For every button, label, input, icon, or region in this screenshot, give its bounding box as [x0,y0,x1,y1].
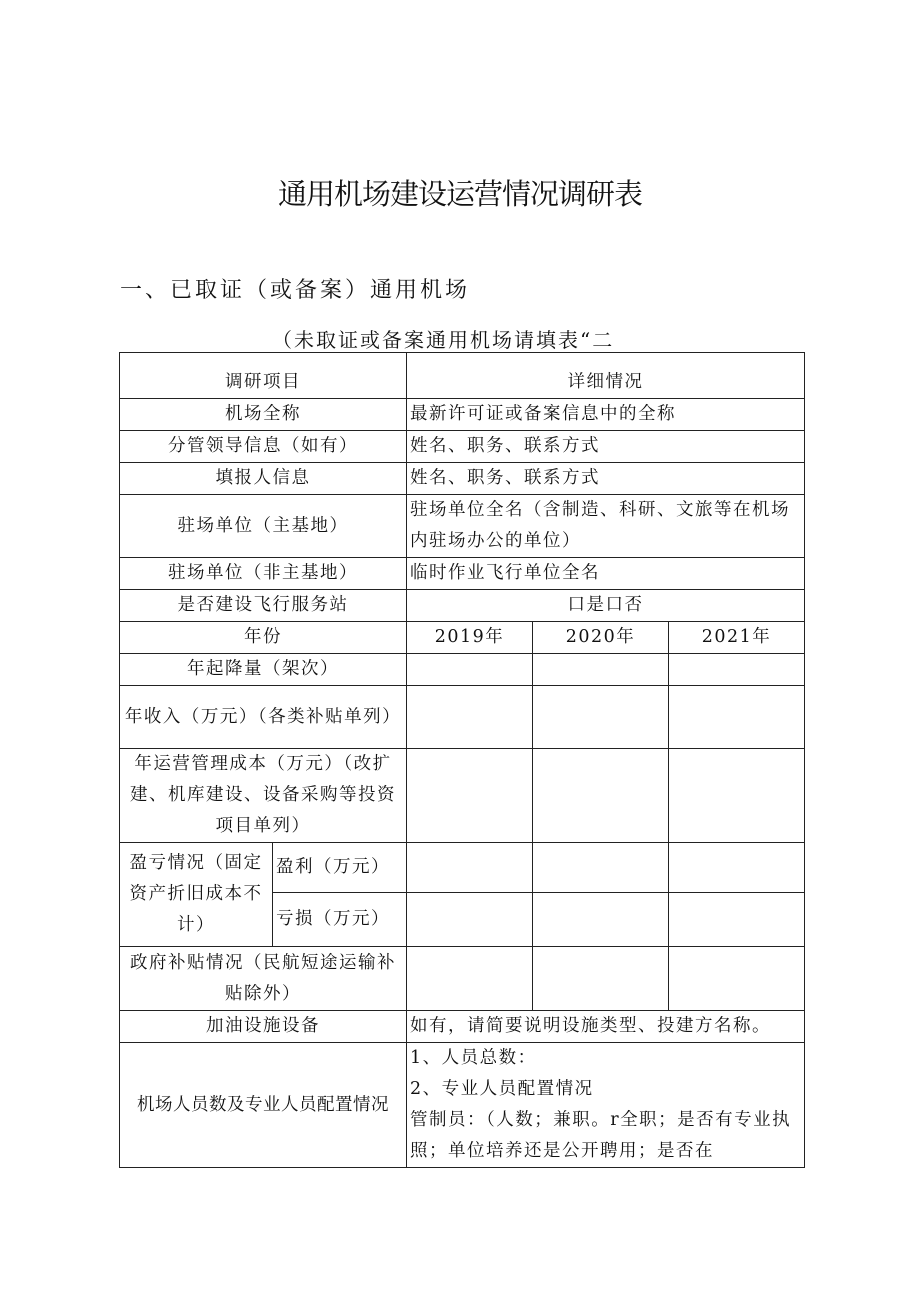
cell-loss-2019[interactable] [407,893,533,947]
cell-profit-2020[interactable] [533,843,669,893]
label-leader-info: 分管领导信息（如有） [120,431,407,463]
cell-loss-2021[interactable] [669,893,805,947]
label-profit-loss: 盈亏情况（固定资产折旧成本不计） [120,843,273,947]
year-2020: 2020年 [533,622,669,654]
header-item: 调研项目 [120,353,407,399]
staffing-line-total: 1、人员总数： [410,1048,537,1068]
value-resident-other[interactable]: 临时作业飞行单位全名 [407,558,805,590]
value-service-station[interactable]: 口是口否 [407,590,805,622]
document-title: 通用机场建设运营情况调研表 [277,177,642,211]
value-filler-info[interactable]: 姓名、职务、联系方式 [407,463,805,495]
cell-income-2021[interactable] [669,686,805,749]
section-heading: 一、已取证（或备案）通用机场 [120,278,471,303]
label-gov-subsidy: 政府补贴情况（民航短途运输补贴除外） [120,947,407,1011]
label-airport-name: 机场全称 [120,399,407,431]
staffing-line-professional: 2、专业人员配置情况 [410,1079,594,1099]
cell-cost-2020[interactable] [533,749,669,843]
cell-movements-2019[interactable] [407,654,533,686]
label-loss: 亏损（万元） [273,893,407,947]
label-annual-income: 年收入（万元）（各类补贴单列） [120,686,407,749]
label-resident-other: 驻场单位（非主基地） [120,558,407,590]
cell-subsidy-2020[interactable] [533,947,669,1011]
cell-subsidy-2019[interactable] [407,947,533,1011]
cell-movements-2021[interactable] [669,654,805,686]
cell-profit-2021[interactable] [669,843,805,893]
section-note: （未取证或备案通用机场请填表“二 [272,328,615,352]
label-service-station: 是否建设飞行服务站 [120,590,407,622]
survey-table [119,352,805,1168]
label-fuel-facility: 加油设施设备 [120,1011,407,1043]
label-staffing: 机场人员数及专业人员配置情况 [120,1043,407,1168]
label-resident-main: 驻场单位（主基地） [120,495,407,558]
label-year: 年份 [120,622,407,654]
value-airport-name[interactable]: 最新许可证或备案信息中的全称 [407,399,805,431]
cell-movements-2020[interactable] [533,654,669,686]
cell-cost-2019[interactable] [407,749,533,843]
year-2021: 2021年 [669,622,805,654]
header-detail: 详细情况 [407,353,805,399]
value-fuel-facility[interactable]: 如有，请简要说明设施类型、投建方名称。 [407,1011,805,1043]
value-leader-info[interactable]: 姓名、职务、联系方式 [407,431,805,463]
value-staffing[interactable] [407,1043,805,1168]
cell-subsidy-2021[interactable] [669,947,805,1011]
label-operating-cost: 年运营管理成本（万元）（改扩建、机库建设、设备采购等投资项目单列） [120,749,407,843]
year-2019: 2019年 [407,622,533,654]
cell-profit-2019[interactable] [407,843,533,893]
cell-loss-2020[interactable] [533,893,669,947]
cell-cost-2021[interactable] [669,749,805,843]
staffing-line-controller: 管制员：（人数；兼职。r全职；是否有专业执照；单位培养还是公开聘用；是否在 [410,1110,792,1161]
cell-income-2019[interactable] [407,686,533,749]
label-filler-info: 填报人信息 [120,463,407,495]
value-resident-main[interactable]: 驻场单位全名（含制造、科研、文旅等在机场内驻场办公的单位） [407,495,805,558]
label-annual-movements: 年起降量（架次） [120,654,407,686]
cell-income-2020[interactable] [533,686,669,749]
label-profit: 盈利（万元） [273,843,407,893]
